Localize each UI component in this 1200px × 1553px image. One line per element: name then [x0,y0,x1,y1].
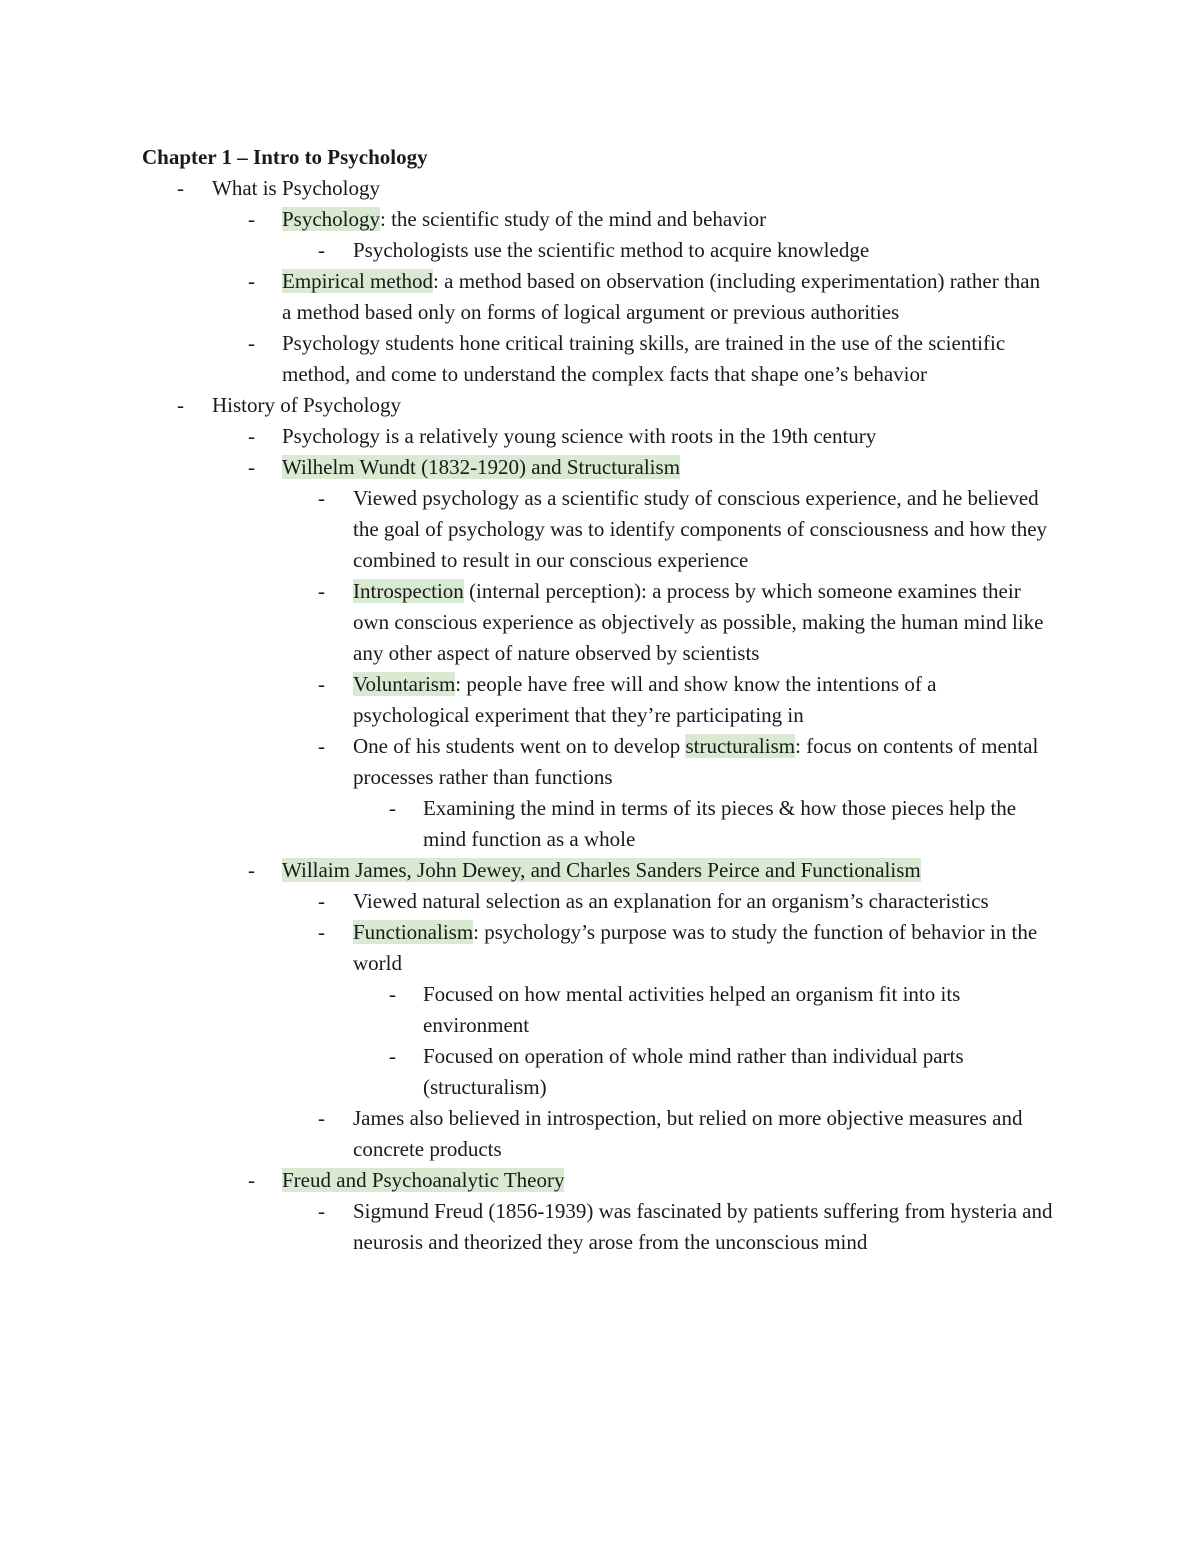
highlighted-term: Voluntarism [353,672,456,696]
text-segment: : the scientific study of the mind and behavior [380,207,767,231]
text-segment: Psychology is a relatively young science with roots in the 19th century [282,424,877,448]
bullet-dash: - [318,734,325,758]
bullet-dash: - [389,1044,396,1068]
text-segment: Psychologists use the scientific method to acquire knowledge [353,238,870,262]
list-item [0,421,1054,452]
highlighted-term: Functionalism [353,920,474,944]
list-item [0,173,1052,204]
list-item-text [353,886,1055,917]
list-item-text [212,390,1052,421]
text-segment: Sigmund Freud (1856-1939) was fascinated by patients suffering from hysteria and neurosis and theorized they arose from the unconscious mind [353,1199,1053,1254]
bullet-dash: - [318,920,325,944]
bullet-dash: - [248,331,255,355]
highlighted-term: Freud and Psychoanalytic Theory [282,1168,565,1192]
text-segment: Focused on how mental activities helped an organism fit into its environment [423,982,961,1037]
list-item [0,917,1055,979]
list-item [0,886,1055,917]
list-item [0,483,1055,576]
bullet-dash: - [248,269,255,293]
list-item-text [282,204,1054,235]
bullet-dash: - [318,1106,325,1130]
list-item [0,1165,1054,1196]
page-title: Chapter 1 – Intro to Psychology [142,145,428,169]
text-segment: Psychology students hone critical training skills, are trained in the use of the scientific method, and come to understand the complex facts that shape one’s behavior [282,331,1006,386]
text-segment: : a method based on observation (including experimentation) rather than a method based only on forms of logical argument or previous authorities [282,269,1041,324]
list-item-text [282,328,1054,390]
notes-list [0,173,1200,1258]
list-item-text [282,1165,1054,1196]
list-item-text [353,235,1055,266]
bullet-dash: - [318,238,325,262]
list-item-text [353,669,1055,731]
list-item [0,452,1054,483]
bullet-dash: - [318,672,325,696]
list-item [0,669,1055,731]
text-segment: : people have free will and show know the intentions of a psychological experiment that they’re participating in [353,672,937,727]
text-segment: One of his students went on to develop [353,734,686,758]
bullet-dash: - [248,455,255,479]
list-item-text [353,1196,1055,1258]
text-segment: Viewed psychology as a scientific study of conscious experience, and he believed the goal of psychology was to identify components of consciousness and how they combined to result in our conscious experience [353,486,1048,572]
text-segment: Focused on operation of whole mind rather than individual parts (structuralism) [423,1044,964,1099]
bullet-dash: - [177,176,184,200]
text-segment: : focus on contents of mental processes rather than functions [353,734,1039,789]
text-segment: James also believed in introspection, but relied on more objective measures and concrete products [353,1106,1023,1161]
bullet-dash: - [318,579,325,603]
highlighted-term: Introspection [353,579,464,603]
list-item [0,1103,1055,1165]
highlighted-term: Empirical method [282,269,434,293]
highlighted-term: Psychology [282,207,381,231]
list-item [0,235,1055,266]
text-segment: Examining the mind in terms of its pieces & how those pieces help the mind function as a whole [423,796,1017,851]
text-segment: (internal perception): a process by which someone examines their own conscious experience as objectively as possible, making the human mind like any other aspect of nature observed by scientists [353,579,1044,665]
list-item [0,793,1057,855]
bullet-dash: - [318,889,325,913]
list-item [0,1196,1055,1258]
bullet-dash: - [389,796,396,820]
list-item-text [212,173,1052,204]
list-item [0,731,1055,793]
list-item [0,1041,1057,1103]
list-item [0,204,1054,235]
highlighted-term: structuralism [685,734,796,758]
bullet-dash: - [248,858,255,882]
list-item [0,576,1055,669]
list-item [0,266,1054,328]
text-segment: Viewed natural selection as an explanation for an organism’s characteristics [353,889,989,913]
list-item [0,390,1052,421]
list-item [0,855,1054,886]
bullet-dash: - [318,1199,325,1223]
list-item-text [282,421,1054,452]
list-item-text [282,266,1054,328]
list-item-text [353,917,1055,979]
list-item [0,979,1057,1041]
bullet-dash: - [248,424,255,448]
list-item-text [353,483,1055,576]
list-item [0,328,1054,390]
bullet-dash: - [318,486,325,510]
list-item-text [353,1103,1055,1165]
highlighted-term: Wilhelm Wundt (1832-1920) and Structuralism [282,455,681,479]
bullet-dash: - [389,982,396,1006]
highlighted-term: Willaim James, John Dewey, and Charles Sanders Peirce and Functionalism [282,858,921,882]
bullet-dash: - [177,393,184,417]
list-item-text [423,1041,1057,1103]
text-segment: What is Psychology [212,176,380,200]
list-item-text [353,576,1055,669]
list-item-text [423,979,1057,1041]
list-item-text [282,855,1054,886]
bullet-dash: - [248,207,255,231]
list-item-text [282,452,1054,483]
list-item-text [423,793,1057,855]
list-item-text [353,731,1055,793]
text-segment: History of Psychology [212,393,401,417]
text-segment: : psychology’s purpose was to study the function of behavior in the world [353,920,1038,975]
bullet-dash: - [248,1168,255,1192]
